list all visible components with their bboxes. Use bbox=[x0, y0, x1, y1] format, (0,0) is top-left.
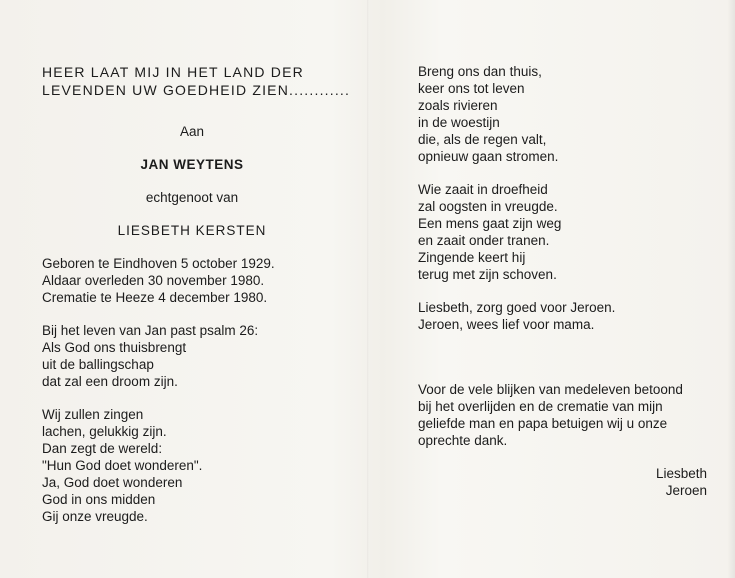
card-edge-shadow bbox=[727, 0, 735, 578]
poem-line: keer ons tot leven bbox=[418, 81, 525, 96]
relation-label: echtgenoot van bbox=[145, 190, 239, 205]
cremation-line: Crematie te Heeze 4 december 1980. bbox=[42, 290, 268, 305]
heading-line-2: LEVENDEN UW GOEDHEID ZIEN............ bbox=[42, 82, 351, 98]
thanks-line: oprechte dank. bbox=[418, 433, 508, 448]
poem-line: Wie zaait in droefheid bbox=[418, 182, 548, 197]
poem-line: terug met zijn schoven. bbox=[418, 267, 557, 282]
poem-line: die, als de regen valt, bbox=[418, 132, 547, 147]
poem-line: zoals rivieren bbox=[418, 98, 498, 113]
thanks-line: Voor de vele blijken van medeleven betoond bbox=[418, 382, 683, 397]
deceased-name: JAN WEYTENS bbox=[140, 157, 244, 172]
signature-liesbeth: Liesbeth bbox=[655, 466, 707, 481]
poem-line: opnieuw gaan stromen. bbox=[418, 149, 559, 164]
song-line: Dan zegt de wereld: bbox=[42, 441, 163, 456]
right-page bbox=[418, 63, 713, 499]
signature-jeroen: Jeroen bbox=[665, 483, 707, 498]
thanks-line: bij het overlijden en de crematie van mijn bbox=[418, 399, 663, 414]
poem-line: en zaait onder tranen. bbox=[418, 233, 550, 248]
family-line: Jeroen, wees lief voor mama. bbox=[418, 317, 595, 332]
poem-line: in de woestijn bbox=[418, 115, 500, 130]
thanks-line: geliefde man en papa betuigen wij u onze bbox=[418, 416, 668, 431]
psalm-line: Bij het leven van Jan past psalm 26: bbox=[42, 323, 259, 338]
card-fold bbox=[367, 0, 369, 578]
song-line: Ja, God doet wonderen bbox=[42, 475, 183, 490]
poem-line: Zingende keert hij bbox=[418, 250, 526, 265]
poem-line: Breng ons dan thuis, bbox=[418, 64, 542, 79]
psalm-line: Als God ons thuisbrengt bbox=[42, 340, 187, 355]
song-line: Gij onze vreugde. bbox=[42, 509, 148, 524]
heading-line-1: HEER LAAT MIJ IN HET LAND DER bbox=[42, 64, 304, 80]
song-line: "Hun God doet wonderen". bbox=[42, 458, 203, 473]
poem-line: Een mens gaat zijn weg bbox=[418, 216, 562, 231]
to-label: Aan bbox=[179, 124, 205, 139]
psalm-line: dat zal een droom zijn. bbox=[42, 374, 178, 389]
spouse-name: LIESBETH KERSTEN bbox=[117, 223, 267, 238]
song-line: Wij zullen zingen bbox=[42, 407, 144, 422]
death-line: Aldaar overleden 30 november 1980. bbox=[42, 273, 265, 288]
song-line: lachen, gelukkig zijn. bbox=[42, 424, 167, 439]
birth-line: Geboren te Eindhoven 5 october 1929. bbox=[42, 256, 275, 271]
family-line: Liesbeth, zorg goed voor Jeroen. bbox=[418, 300, 616, 315]
song-line: God in ons midden bbox=[42, 492, 156, 507]
poem-line: zal oogsten in vreugde. bbox=[418, 199, 558, 214]
psalm-line: uit de ballingschap bbox=[42, 357, 154, 372]
left-page bbox=[42, 63, 351, 525]
